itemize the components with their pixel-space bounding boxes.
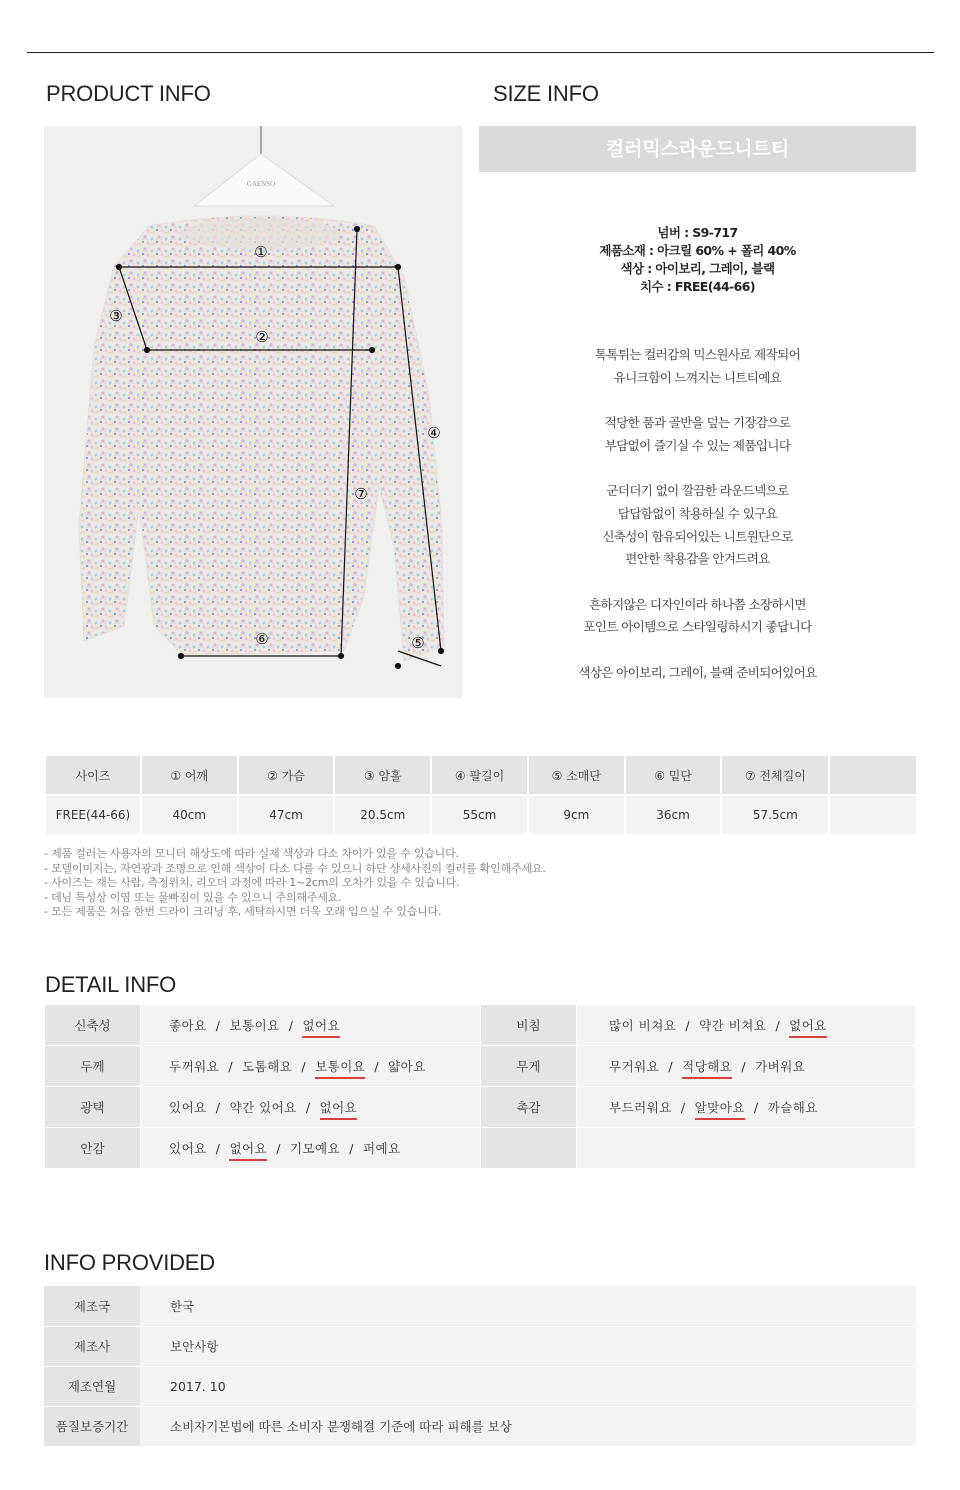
detail-table bbox=[44, 1004, 916, 1169]
detail-row bbox=[45, 1005, 916, 1046]
option-separator: / bbox=[215, 1100, 221, 1115]
desc-paragraph bbox=[479, 412, 916, 457]
provided-row bbox=[44, 1286, 916, 1326]
detail-option: 있어요 bbox=[169, 1141, 207, 1156]
detail-row bbox=[45, 1046, 916, 1087]
detail-option: 얇아요 bbox=[388, 1059, 426, 1074]
desc-line: 유니크함이 느껴지는 니트티예요 bbox=[613, 369, 782, 385]
size-header-cell: ⑦ 전체길이 bbox=[721, 755, 829, 795]
detail-options bbox=[141, 1128, 481, 1169]
size-header-empty bbox=[829, 755, 917, 795]
detail-option-selected: 보통이요 bbox=[315, 1059, 365, 1079]
sweater-measure-illustration bbox=[44, 126, 462, 698]
note-line: - 모든 제품은 처음 한번 드라이 크리닝 후, 세탁하시면 더욱 오래 입으실 수 있습니다. bbox=[44, 905, 442, 918]
measure-label-6: ⑥ bbox=[255, 630, 269, 648]
measure-label-4: ④ bbox=[427, 424, 441, 442]
detail-options bbox=[141, 1005, 481, 1046]
size-header-cell: ⑤ 소매단 bbox=[528, 755, 625, 795]
spec-number: 넘버 : S9-717 bbox=[657, 225, 738, 240]
note-line: - 데님 특성상 이염 또는 물빠짐이 있을 수 있으니 주의해주세요. bbox=[44, 890, 342, 904]
option-separator: / bbox=[685, 1018, 691, 1033]
product-name-banner: 컬러믹스라운드니트티 bbox=[479, 126, 916, 172]
detail-options bbox=[577, 1128, 916, 1169]
desc-line: 군더더기 없이 깔끔한 라운드넥으로 bbox=[606, 483, 789, 499]
desc-line: 편안한 착용감을 안겨드려요 bbox=[625, 551, 770, 567]
info-provided-heading: INFO PROVIDED bbox=[44, 1250, 215, 1275]
desc-paragraph bbox=[479, 662, 916, 685]
size-cell: 36cm bbox=[625, 795, 722, 835]
provided-value: 보안사항 bbox=[140, 1326, 916, 1366]
measure-label-3: ③ bbox=[109, 307, 123, 325]
provided-row bbox=[44, 1366, 916, 1406]
measure-label-5: ⑤ bbox=[411, 634, 425, 652]
detail-option-selected: 없어요 bbox=[229, 1141, 267, 1161]
detail-label bbox=[481, 1128, 577, 1169]
detail-option: 도톰해요 bbox=[242, 1059, 293, 1074]
detail-label: 두께 bbox=[45, 1046, 141, 1087]
provided-row bbox=[44, 1406, 916, 1446]
option-separator: / bbox=[288, 1018, 294, 1033]
option-separator: / bbox=[775, 1018, 781, 1033]
provided-value: 소비자기본법에 따른 소비자 분쟁해결 기준에 따라 피해를 보상 bbox=[140, 1406, 916, 1446]
desc-line: 톡톡튀는 컬러감의 믹스원사로 제작되어 bbox=[594, 347, 801, 362]
detail-option: 보통이요 bbox=[229, 1018, 280, 1033]
size-cell: 40cm bbox=[141, 795, 238, 835]
option-separator: / bbox=[215, 1018, 221, 1033]
desc-line: 흔하지않은 디자인이라 하나쯤 소장하시면 bbox=[589, 596, 806, 612]
detail-option-selected: 없어요 bbox=[789, 1018, 827, 1038]
detail-option: 까슬해요 bbox=[767, 1100, 818, 1115]
size-header-cell: 사이즈 bbox=[45, 755, 141, 795]
size-header-cell: ① 어깨 bbox=[141, 755, 238, 795]
size-cell-empty bbox=[829, 795, 917, 835]
detail-option: 기모예요 bbox=[289, 1141, 341, 1156]
detail-option: 퍼예요 bbox=[362, 1141, 401, 1156]
product-info-heading: PRODUCT INFO bbox=[46, 81, 211, 106]
detail-option: 있어요 bbox=[169, 1100, 207, 1115]
size-cell: 47cm bbox=[238, 795, 335, 835]
detail-option-selected: 없어요 bbox=[302, 1018, 340, 1038]
size-header-cell: ③ 암홀 bbox=[334, 755, 431, 795]
provided-label: 제조국 bbox=[44, 1286, 140, 1326]
provided-value: 2017. 10 bbox=[140, 1366, 916, 1406]
detail-option: 무거워요 bbox=[609, 1059, 660, 1074]
product-description bbox=[479, 344, 916, 707]
detail-option-selected: 없어요 bbox=[320, 1100, 358, 1120]
detail-option: 좋아요 bbox=[169, 1018, 207, 1033]
measure-label-7: ⑦ bbox=[354, 485, 368, 503]
option-separator: / bbox=[668, 1059, 674, 1074]
detail-row bbox=[45, 1128, 916, 1169]
detail-options bbox=[141, 1046, 481, 1087]
detail-option-selected: 적당해요 bbox=[682, 1059, 732, 1079]
option-separator: / bbox=[276, 1141, 281, 1156]
size-info-heading: SIZE INFO bbox=[493, 81, 599, 106]
measure-label-2: ② bbox=[255, 328, 269, 346]
provided-row bbox=[44, 1326, 916, 1366]
option-separator: / bbox=[753, 1100, 759, 1115]
desc-paragraph bbox=[479, 594, 916, 639]
size-header-cell: ② 가슴 bbox=[238, 755, 335, 795]
provided-label: 품질보증기간 bbox=[44, 1406, 140, 1446]
detail-option: 약간 비쳐요 bbox=[699, 1018, 767, 1033]
detail-label: 광택 bbox=[45, 1087, 141, 1128]
provided-label: 제조연월 bbox=[44, 1366, 140, 1406]
size-table-header bbox=[45, 755, 917, 795]
size-header-cell: ⑥ 밑단 bbox=[625, 755, 722, 795]
option-separator: / bbox=[215, 1141, 221, 1156]
size-cell: 20.5cm bbox=[334, 795, 431, 835]
option-separator: / bbox=[374, 1059, 380, 1074]
spec-colors: 색상 : 아이보리, 그레이, 블랙 bbox=[620, 261, 775, 276]
detail-option: 약간 있어요 bbox=[229, 1100, 297, 1115]
detail-options bbox=[141, 1087, 481, 1128]
option-separator: / bbox=[301, 1059, 307, 1074]
hanger-brand: GAENSO bbox=[246, 180, 276, 188]
detail-options bbox=[577, 1046, 916, 1087]
desc-line: 답답함없이 착용하실 수 있구요 bbox=[617, 505, 778, 521]
detail-option-selected: 알맞아요 bbox=[695, 1100, 745, 1120]
product-photo bbox=[44, 126, 462, 698]
detail-option: 두꺼워요 bbox=[169, 1059, 220, 1074]
detail-options bbox=[577, 1005, 916, 1046]
detail-options bbox=[577, 1087, 916, 1128]
detail-row bbox=[45, 1087, 916, 1128]
size-notes bbox=[44, 847, 546, 920]
desc-line: 부담없이 즐기실 수 있는 제품입니다 bbox=[604, 437, 791, 453]
size-cell: 9cm bbox=[528, 795, 625, 835]
top-divider bbox=[27, 52, 934, 53]
detail-label: 신축성 bbox=[45, 1005, 141, 1046]
option-separator: / bbox=[228, 1059, 234, 1074]
sweater-shape bbox=[79, 216, 444, 661]
size-cell: 55cm bbox=[431, 795, 528, 835]
detail-label: 안감 bbox=[45, 1128, 141, 1169]
size-table bbox=[44, 754, 918, 836]
spec-size: 치수 : FREE(44-66) bbox=[640, 279, 755, 294]
note-line: - 사이즈는 재는 사람, 측정위치, 리오더 과정에 따라 1~2cm의 오차가 있을 수 있습니다. bbox=[44, 876, 460, 889]
note-line: - 모델이미지는, 자연광과 조명으로 인해 색상이 다소 다를 수 있으니 하단 상세사진의 컬러를 확인해주세요. bbox=[44, 861, 546, 875]
detail-option: 부드러워요 bbox=[609, 1100, 672, 1115]
detail-option: 가벼워요 bbox=[755, 1059, 806, 1074]
detail-label: 비침 bbox=[481, 1005, 577, 1046]
option-separator: / bbox=[741, 1059, 747, 1074]
size-cell: FREE(44-66) bbox=[45, 795, 141, 835]
info-provided-table bbox=[44, 1286, 916, 1447]
desc-paragraph bbox=[479, 344, 916, 389]
size-cell: 57.5cm bbox=[721, 795, 829, 835]
option-separator: / bbox=[349, 1141, 354, 1156]
size-table-row bbox=[45, 795, 917, 835]
desc-line: 신축성이 함유되어있는 니트원단으로 bbox=[602, 528, 793, 544]
provided-label: 제조사 bbox=[44, 1326, 140, 1366]
spec-material: 제품소재 : 아크릴 60% + 폴리 40% bbox=[599, 243, 796, 258]
desc-line: 적당한 품과 골반을 덮는 기장감으로 bbox=[604, 415, 791, 431]
option-separator: / bbox=[305, 1100, 311, 1115]
desc-paragraph bbox=[479, 480, 916, 571]
note-line: - 제품 컬러는 사용자의 모니터 해상도에 따라 실제 색상과 다소 차이가 있을 수 있습니다. bbox=[44, 847, 459, 860]
size-header-cell: ④ 팔길이 bbox=[431, 755, 528, 795]
measure-label-1: ① bbox=[254, 243, 268, 261]
desc-line: 포인트 아이템으로 스타일링하시기 좋답니다 bbox=[583, 619, 812, 635]
provided-value: 한국 bbox=[140, 1286, 916, 1326]
desc-line: 색상은 아이보리, 그레이, 블랙 준비되어있어요 bbox=[578, 664, 817, 680]
detail-option: 많이 비쳐요 bbox=[609, 1018, 677, 1033]
detail-info-heading: DETAIL INFO bbox=[45, 972, 177, 997]
product-spec bbox=[479, 224, 916, 296]
option-separator: / bbox=[680, 1100, 686, 1115]
detail-label: 촉감 bbox=[481, 1087, 577, 1128]
detail-label: 무게 bbox=[481, 1046, 577, 1087]
